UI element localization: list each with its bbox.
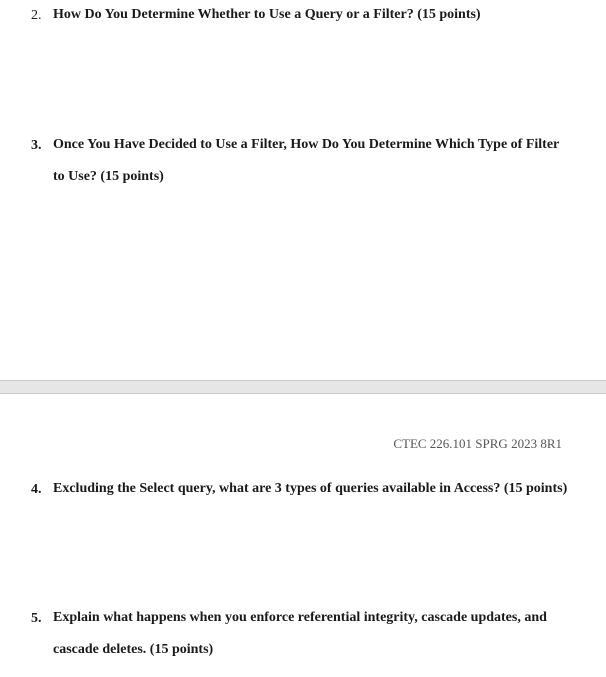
document-page-2 (0, 394, 606, 677)
page-break (0, 380, 606, 394)
question-text: Excluding the Select query, what are 3 types of queries available in Access? (15 points) (53, 481, 568, 496)
question-number: 2. (31, 8, 42, 23)
question-text: How Do You Determine Whether to Use a Query or a Filter? (15 points) (53, 7, 481, 22)
question-number: 5. (31, 611, 42, 626)
question-number: 4. (31, 482, 42, 497)
question-number: 3. (31, 138, 42, 153)
question-text: Explain what happens when you enforce referential integrity, cascade updates, and cascade deletes. (15 points) (53, 610, 547, 657)
question-text: Once You Have Decided to Use a Filter, How Do You Determine Which Type of Filter to Use? (15 points) (53, 137, 560, 184)
page-header-course-code: CTEC 226.101 SPRG 2023 8R1 (393, 436, 562, 451)
